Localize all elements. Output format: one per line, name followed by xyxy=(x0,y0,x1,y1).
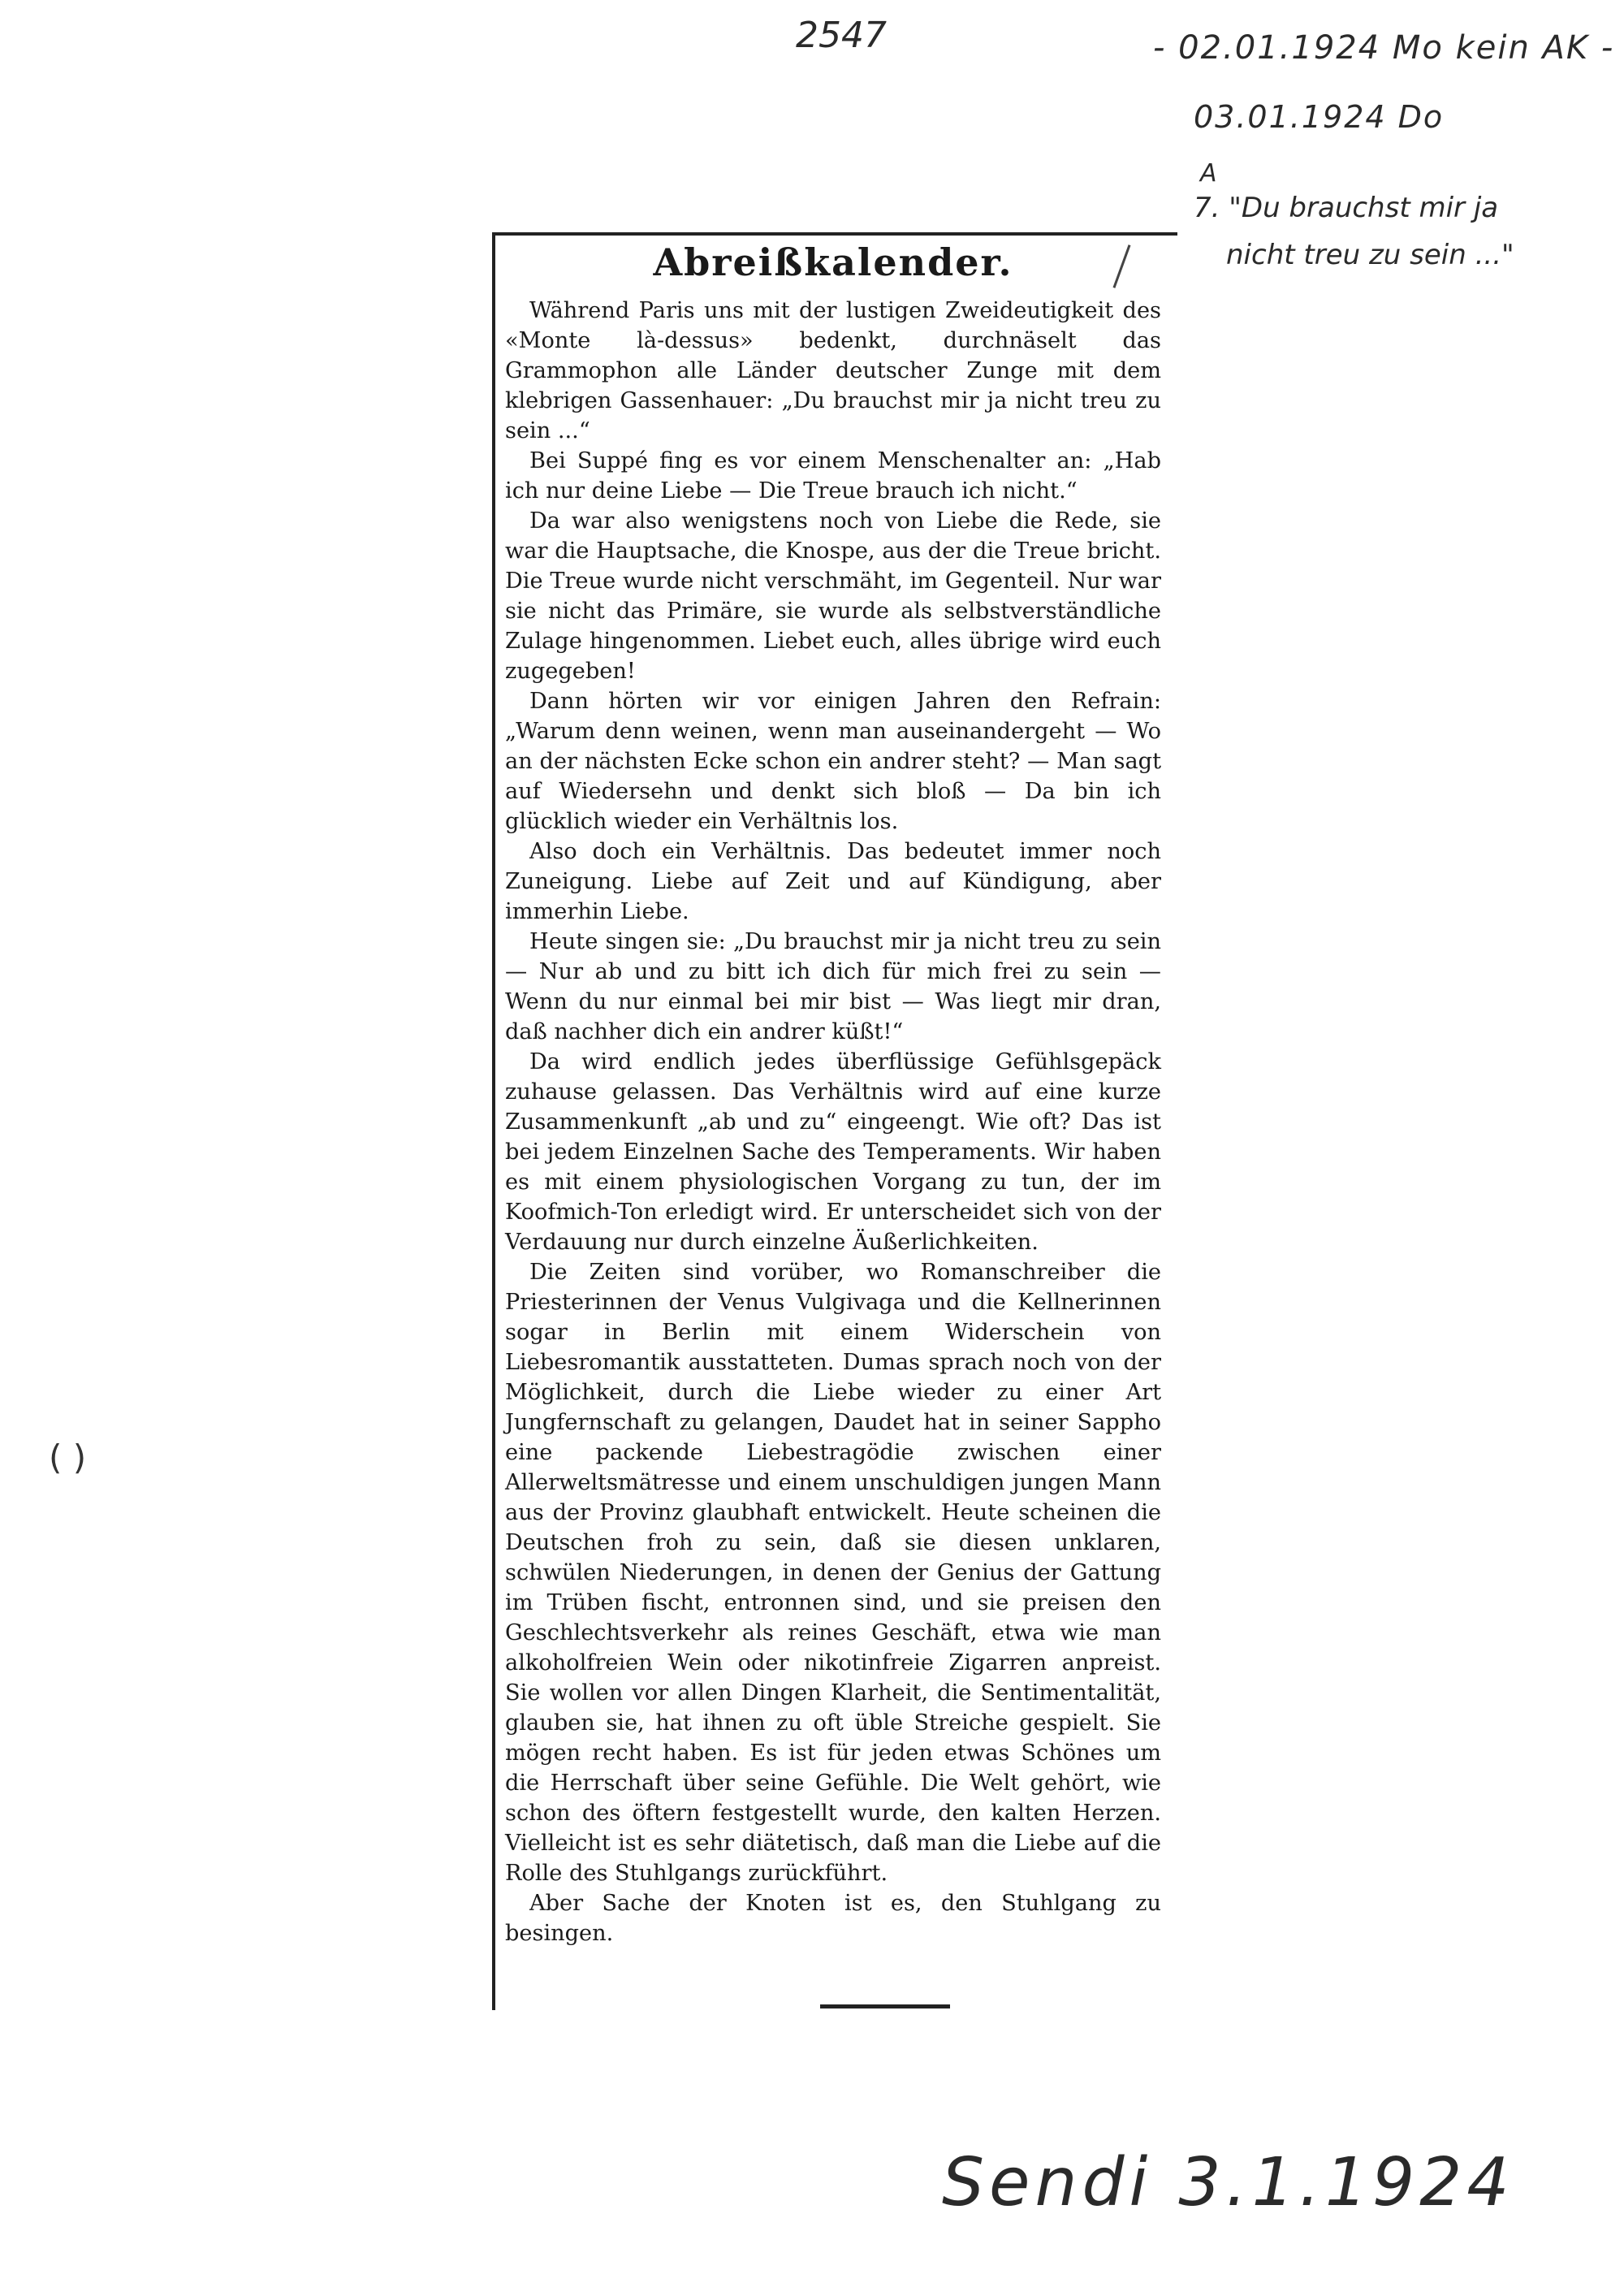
handwritten-letter: A xyxy=(1200,159,1217,188)
article-paragraph: Da war also wenigstens noch von Liebe die Rede, sie war die Hauptsache, die Knospe, aus der die Treue bricht. Die Treue wurde nicht verschmäht, im Gegenteil. Nur war sie nicht das Primäre, sie wurde als selbstverständliche Zulage hingenommen. Liebet euch, alles übrige wird euch zugegeben! xyxy=(505,508,1161,684)
archive-number: 2547 xyxy=(796,15,887,56)
article-paragraph: Also doch ein Verhältnis. Das bedeutet immer noch Zuneigung. Liebe auf Zeit und auf Kündigung, aber immerhin Liebe. xyxy=(505,839,1161,924)
article-paragraph: Während Paris uns mit der lustigen Zweideutigkeit des «Monte là-dessus» bedenkt, durchnäselt das Grammophon alle Länder deutscher Zunge mit dem klebrigen Gassenhauer: „Du brauchst mir ja nicht treu zu sein ...“ xyxy=(505,298,1161,443)
article-paragraph: Dann hörten wir vor einigen Jahren den Refrain: „Warum denn weinen, wenn man auseinandergeht — Wo an der nächsten Ecke schon ein andrer steht? — Man sagt auf Wiedersehn und denkt sich bloß — Da bin ich glücklich wieder ein Verhältnis los. xyxy=(505,689,1161,834)
newspaper-clipping xyxy=(505,240,1161,1948)
handwritten-footer-note: Sendi 3.1.1924 xyxy=(942,2144,1514,2221)
handwritten-date-note-2: 03.01.1924 Do xyxy=(1194,99,1445,135)
article-paragraph: Die Zeiten sind vorüber, wo Romanschreiber die Priesterinnen der Venus Vulgivaga und die Kellnerinnen sogar in Berlin mit einem Widerschein von Liebesromantik ausstatteten. Dumas sprach noch von der Möglichkeit, durch die Liebe wieder zu einer Art Jungfernschaft zu gelangen, Daudet hat in seiner Sappho eine packende Liebestragödie zwischen einer Allerweltsmätresse und einem unschuldigen jungen Mann aus der Provinz glaubhaft entwickelt. Heute scheinen die Deutschen froh zu sein, daß sie diesen unklaren, schwülen Niederungen, in denen der Genius der Gattung im Trüben fischt, entronnen sind, und sie preisen den Geschlechtsverkehr als reines Geschäft, etwa wie man alkoholfreien Wein oder nikotinfreie Zigarren anpreist. Sie wollen vor allen Dingen Klarheit, die Sentimentalität, glauben sie, hat ihnen zu oft üble Streiche gespielt. Sie mögen recht haben. Es ist für jeden etwas Schönes um die Herrschaft über seine Gefühle. Die Welt gehört, wie schon des öftern festgestellt wurde, den kalten Herzen. Vielleicht ist es sehr diätetisch, daß man die Liebe auf die Rolle des Stuhlgangs zurückführt. xyxy=(505,1260,1161,1886)
handwritten-note-line-1: 7. "Du brauchst mir ja xyxy=(1194,192,1499,224)
handwritten-date-note: - 02.01.1924 Mo kein AK - xyxy=(1153,29,1615,67)
article-headline: Abreißkalender. xyxy=(653,240,1013,284)
article-paragraph: Heute singen sie: „Du brauchst mir ja nicht treu zu sein — Nur ab und zu bitt ich dich für mich frei zu sein — Wenn du nur einmal bei mir bist — Was liegt mir dran, daß nachher dich ein andrer küßt!“ xyxy=(505,929,1161,1044)
punch-hole-mark: ( ) xyxy=(49,1438,87,1477)
article-paragraph: Da wird endlich jedes überflüssige Gefühlsgepäck zuhause gelassen. Das Verhältnis wird auf eine kurze Zusammenkunft „ab und zu“ eingeengt. Wie oft? Das ist bei jedem Einzelnen Sache des Temperaments. Wir haben es mit einem physiologischen Vorgang zu tun, der im Koofmich-Ton erledigt wird. Er unterscheidet sich von der Verdauung nur durch einzelne Äußerlichkeiten. xyxy=(505,1049,1161,1255)
article-paragraph: Aber Sache der Knoten ist es, den Stuhlgang zu besingen. xyxy=(505,1891,1161,1946)
article-paragraph: Bei Suppé fing es vor einem Menschenalter an: „Hab ich nur deine Liebe — Die Treue brauch ich nicht.“ xyxy=(505,448,1161,504)
handwritten-note-line-2: nicht treu zu sein ..." xyxy=(1226,239,1514,271)
clipping-footer-rule xyxy=(820,2004,950,2008)
article-body xyxy=(505,296,1161,1948)
